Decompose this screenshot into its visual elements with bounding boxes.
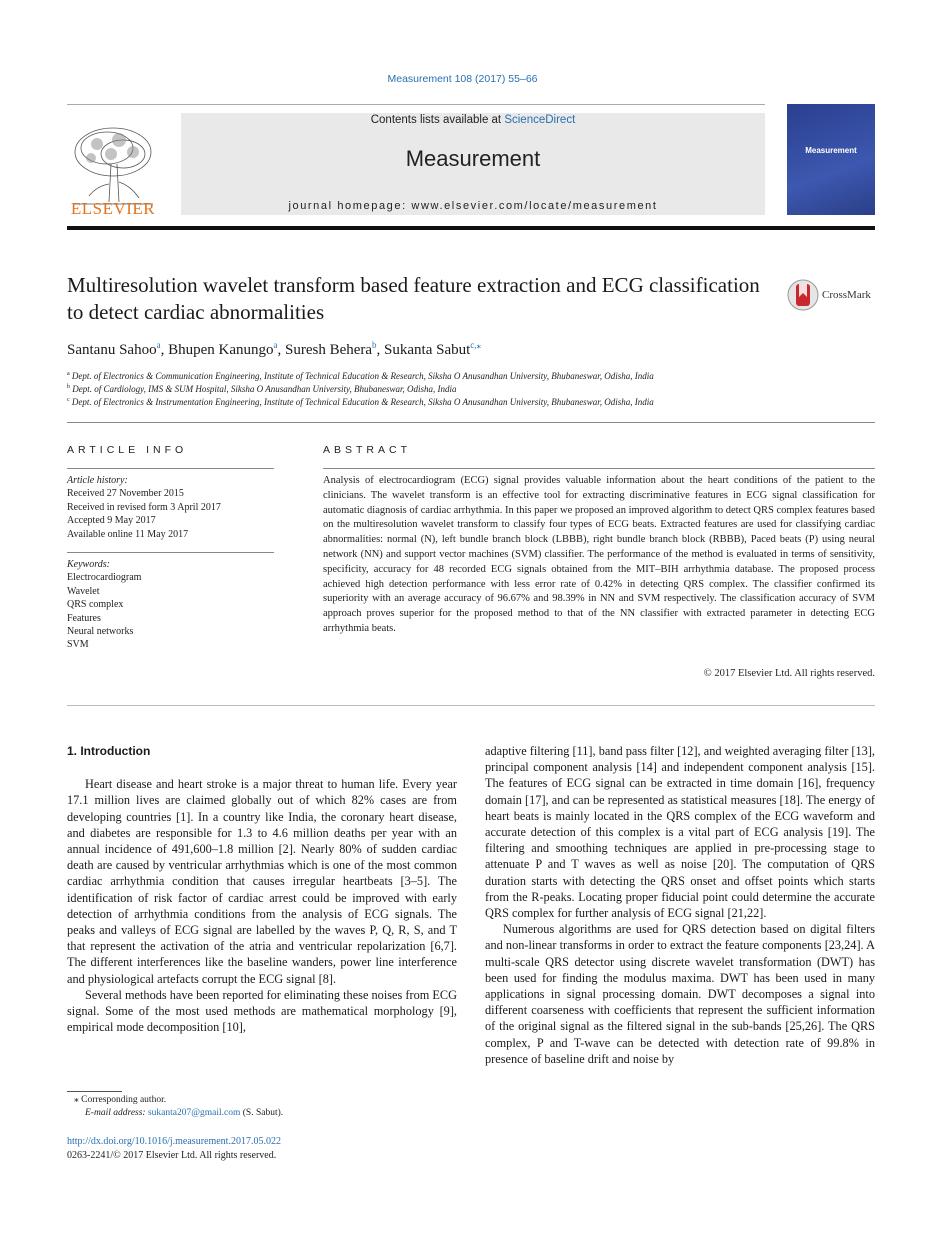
affiliation xyxy=(67,384,457,394)
author-name: Bhupen Kanungo xyxy=(168,342,274,358)
author-sep: , xyxy=(160,342,169,358)
contents-prefix: Contents lists available at xyxy=(370,114,505,126)
keyword: Wavelet xyxy=(67,585,100,597)
keyword: Features xyxy=(67,612,101,624)
email-note xyxy=(67,1108,485,1118)
history-item: Accepted 9 May 2017 xyxy=(67,515,156,527)
affiliation xyxy=(67,371,654,381)
paragraph: Several methods have been reported for eliminating these noises from ECG signal. Some of the most used methods are mathematical morphology [9], empirical mode decomposition [10], xyxy=(67,987,457,1035)
article-info-heading: ARTICLE INFO xyxy=(67,444,188,456)
author-sep: , xyxy=(277,342,285,358)
email-link[interactable]: sukanta207@gmail.com xyxy=(147,1108,241,1118)
body-column-right xyxy=(485,743,875,1067)
author-name: Santanu Sahoo xyxy=(67,342,157,358)
crossmark-icon[interactable] xyxy=(787,279,819,311)
history-item: Available online 11 May 2017 xyxy=(67,528,189,540)
abstract-rule xyxy=(323,468,875,469)
email-label: E-mail address: xyxy=(85,1108,148,1118)
abstract-copyright: © 2017 Elsevier Ltd. All rights reserved. xyxy=(703,668,875,679)
author-sup[interactable]: a xyxy=(156,340,161,350)
paragraph: Heart disease and heart stroke is a major threat to human life. Every year 17.1 million lives are claimed globally out of which 82% cases are from developing countries [1]. In a country like India, the coronary heart disease, and diabetes are responsible for 1.3 to 4.6 million deaths per year with an annual incidence of 491,600–1.8 million [2]. Nearly 80% of sudden cardiac death are caused by ventricular arrhythmias which is one of the most common cardiac arrhythmia condition that causes irregular heartbeats [3–5]. The identification of risk factor of cardiac arrest could be improved with early detection of arrhythmia conditions from the analysis of ECG signals. The peaks and valleys of ECG signal are labelled by the waves P, Q, R, S, and T that represent the activation of the atria and ventricular repolarization [6,7]. The different interferences like the baseline wanders, power line interference and physiological artefacts corrupt the ECG signal [8]. xyxy=(67,777,457,986)
paragraph: adaptive filtering [11], band pass filter [12], and weighted averaging filter [13], principal component analysis [14] and independent component analysis [15]. The features of ECG signal can be extracted in time domain [16], frequency domain [17], and can be represented as statistical measures [18]. The energy of heart beats is mainly located in the QRS complex of the ECG waveform and accurate detection of this complex is a vital part of ECG analysis [19]. The filtering and smoothing techniques are applied in pre-processing stage to attenuate P and T waves as well as noise [20]. The computation of QRS duration starts with detecting the QRS onset and offset points which starts from the R-peaks. Locating proper fiducial point could determine the accurate QRS complex for further analysis of ECG signal [21,22]. xyxy=(485,744,875,921)
keyword: QRS complex xyxy=(67,599,124,611)
affiliation-sup: c xyxy=(67,397,70,403)
article-title: Multiresolution wavelet transform based feature extraction and ECG classification to detect cardiac abnormalities xyxy=(67,273,760,324)
elsevier-wordmark: ELSEVIER xyxy=(70,199,156,218)
body-rule xyxy=(67,705,875,706)
doi-link[interactable]: http://dx.doi.org/10.1016/j.measurement.2017.05.022 xyxy=(67,1136,281,1147)
author-sup[interactable]: a xyxy=(273,340,278,350)
history-label: Article history: xyxy=(67,475,128,486)
affiliation-text: Dept. of Electronics & Instrumentation Engineering, Institute of Technical Education & Research, Siksha O Anusandhan University, Bhubaneswar, Odisha, India xyxy=(71,397,654,407)
header-rule xyxy=(67,104,765,105)
paragraph: Numerous algorithms are used for QRS detection based on digital filters and non-linear transforms in order to extract the feature components [23,24]. A multi-scale QRS detector using discrete wavelet transformation (DWT) has been used for finding the modulus maxima. DWT has been used in many applications in signal processing domain. DWT decomposes a signal into different coarseness with coefficients that represent the sufficient information of the original signal as the filtered signal in the sub-bands [25,26]. The QRS complex, P and T-wave can be detected with detection rate of 99.8% in presence of baseline drift and noise by xyxy=(485,922,875,1066)
header-thick-rule xyxy=(67,226,875,230)
journal-reference[interactable]: Measurement 108 (2017) 55–66 xyxy=(387,73,538,85)
sciencedirect-link[interactable]: ScienceDirect xyxy=(504,114,576,126)
cover-title: Measurement xyxy=(805,146,857,155)
section-heading: 1. Introduction xyxy=(67,744,151,758)
affiliation xyxy=(67,397,654,407)
abstract-heading: ABSTRACT xyxy=(323,444,412,456)
contents-line xyxy=(181,114,765,126)
history-item: Received in revised form 3 April 2017 xyxy=(67,501,221,513)
journal-cover-image xyxy=(787,104,875,215)
corresponding-author-note: ⁎ Corresponding author. xyxy=(74,1095,167,1105)
affiliation-rule xyxy=(67,422,875,423)
journal-name: Measurement xyxy=(405,146,541,171)
body-column-left xyxy=(67,743,457,1035)
history-item: Received 27 November 2015 xyxy=(67,488,184,500)
journal-homepage[interactable]: journal homepage: www.elsevier.com/locate/measurement xyxy=(288,200,658,212)
keyword: Electrocardiogram xyxy=(67,572,142,584)
author-list xyxy=(67,340,481,359)
footnote-rule xyxy=(67,1091,122,1092)
abstract-text: Analysis of electrocardiogram (ECG) signal provides valuable information about the heart conditions of the patient to the clinicians. The wavelet transform is an effective tool for extracting discriminative features in ECG signal classification for automatic diagnosis of cardiac arrhythmia. In this paper we proposed an improved algorithm to detect QRS complex features based on the multiresolution wavelet transform to classify four types of ECG beats. Extracted features are used for classifying cardiac abnormalities: normal (N), left bundle branch block (LBBB), right bundle branch block (RBBB), Paced beats (P) using neural network (NN) and support vector machines (SVM) classifier. The performance of the method is evaluated in terms of sensitivity, specificity, accuracy for 48 recorded ECG signals obtained from the MIT–BIH arrhythmia database. The proposed process achieved high detection performance with less error rate of 0.42% in detecting QRS complex. The classifier confirmed its superiority with an average accuracy of 96.67% and 98.39% in NN and SVM respectively. The classification accuracy of SVM approach proves superior for the proposed method to that of the NN classifier with extracted parameter in detecting ECG arrhythmia beats. xyxy=(323,475,875,634)
issn-line: 0263-2241/© 2017 Elsevier Ltd. All rights reserved. xyxy=(67,1150,277,1161)
author-sup[interactable]: c,⁎ xyxy=(470,340,482,350)
author-sep: , xyxy=(376,342,385,358)
article-info-rule xyxy=(67,468,274,469)
keyword: Neural networks xyxy=(67,626,134,638)
keyword: SVM xyxy=(67,639,89,651)
keywords-list xyxy=(67,558,274,652)
author-name: Suresh Behera xyxy=(284,342,373,358)
crossmark-label[interactable]: CrossMark xyxy=(822,289,871,301)
affiliation-sup: b xyxy=(67,384,70,390)
keywords-rule xyxy=(67,552,274,553)
keywords-label: Keywords: xyxy=(67,559,110,570)
affiliation-text: Dept. of Electronics & Communication Engineering, Institute of Technical Education & Research, Siksha O Anusandhan University, Bhubaneswar, Odisha, India xyxy=(71,371,654,381)
affiliation-text: Dept. of Cardiology, IMS & SUM Hospital, Siksha O Anusandhan University, Bhubaneswar, Odisha, India xyxy=(72,384,457,394)
affiliation-sup: a xyxy=(67,371,70,377)
article-history xyxy=(67,474,274,541)
email-suffix: (S. Sabut). xyxy=(240,1108,284,1118)
author-sup[interactable]: b xyxy=(372,340,377,350)
author-name: Sukanta Sabut xyxy=(384,342,471,358)
